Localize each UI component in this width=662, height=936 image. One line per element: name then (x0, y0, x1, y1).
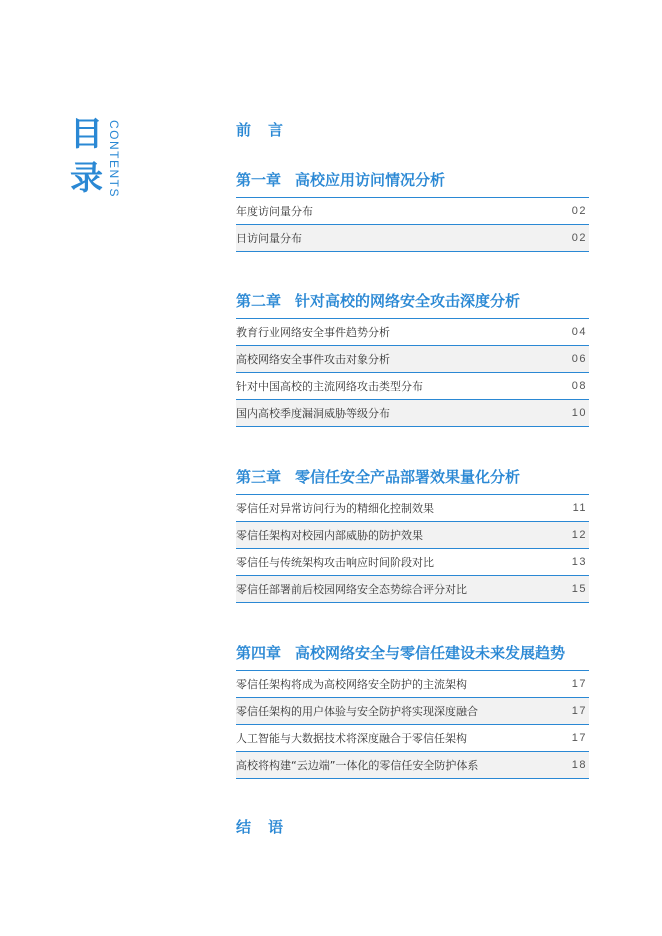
entry-label: 高校网络安全事件攻击对象分析 (236, 353, 390, 366)
toc-entry[interactable] (236, 198, 589, 225)
entry-label: 年度访问量分布 (236, 205, 313, 218)
entry-label: 高校将构建“云边端”一体化的零信任安全防护体系 (236, 759, 479, 772)
chapter-3 (236, 466, 589, 603)
chapter-title[interactable] (236, 642, 589, 664)
toc-entry[interactable] (236, 522, 589, 549)
chapter-2 (236, 290, 589, 427)
entry-page: 17 (571, 678, 587, 690)
chapter-number: 第三章 (236, 468, 282, 486)
entry-label: 零信任架构的用户体验与安全防护将实现深度融合 (236, 705, 478, 718)
entry-page: 12 (571, 529, 587, 541)
contents-subtitle: CONTENTS (107, 120, 121, 198)
chapter-name: 高校网络安全与零信任建设未来发展趋势 (295, 644, 566, 662)
chapter-number: 第二章 (236, 292, 282, 310)
toc-entry[interactable] (236, 549, 589, 576)
chapter-title[interactable] (236, 466, 589, 488)
title-char-mu: 目 (70, 114, 103, 153)
entry-page: 04 (571, 326, 587, 338)
chapter-name: 零信任安全产品部署效果量化分析 (295, 468, 521, 486)
toc-entry[interactable] (236, 725, 589, 752)
chapter-4 (236, 642, 589, 779)
entry-label: 零信任部署前后校园网络安全态势综合评分对比 (236, 583, 467, 596)
toc-entry[interactable] (236, 495, 589, 522)
entry-list (236, 494, 589, 603)
chapter-number: 第四章 (236, 644, 282, 662)
toc-entry[interactable] (236, 576, 589, 603)
toc-entry[interactable] (236, 400, 589, 427)
toc-entry[interactable] (236, 225, 589, 252)
entry-page: 02 (571, 205, 587, 217)
title-char-lu: 录 (70, 158, 103, 197)
entry-list (236, 197, 589, 252)
entry-page: 11 (572, 502, 587, 514)
entry-label: 人工智能与大数据技术将深度融合于零信任架构 (236, 732, 467, 745)
entry-label: 零信任与传统架构攻击响应时间阶段对比 (236, 556, 434, 569)
chapter-title[interactable] (236, 290, 589, 312)
entry-page: 08 (571, 380, 587, 392)
chapter-name: 针对高校的网络安全攻击深度分析 (295, 292, 521, 310)
entry-list (236, 318, 589, 427)
entry-list (236, 670, 589, 779)
entry-page: 17 (571, 705, 587, 717)
toc-entry[interactable] (236, 373, 589, 400)
toc-entry[interactable] (236, 752, 589, 779)
toc-title (70, 116, 130, 206)
entry-label: 针对中国高校的主流网络攻击类型分布 (236, 380, 423, 393)
chapter-number: 第一章 (236, 171, 282, 189)
entry-label: 零信任对异常访问行为的精细化控制效果 (236, 502, 434, 515)
toc-entry[interactable] (236, 671, 589, 698)
entry-label: 日访问量分布 (236, 232, 302, 245)
entry-page: 06 (571, 353, 587, 365)
entry-page: 15 (571, 583, 587, 595)
entry-page: 02 (571, 232, 587, 244)
entry-page: 18 (571, 759, 587, 771)
entry-label: 零信任架构对校园内部威胁的防护效果 (236, 529, 423, 542)
entry-label: 教育行业网络安全事件趋势分析 (236, 326, 390, 339)
chapter-title[interactable] (236, 169, 589, 191)
entry-page: 10 (571, 407, 587, 419)
chapter-name: 高校应用访问情况分析 (295, 171, 446, 189)
toc-entry[interactable] (236, 698, 589, 725)
conclusion-heading[interactable]: 结 语 (236, 818, 285, 836)
entry-page: 13 (571, 556, 587, 568)
entry-page: 17 (571, 732, 587, 744)
toc-entry[interactable] (236, 319, 589, 346)
preface-heading[interactable]: 前 言 (236, 121, 285, 139)
toc-entry[interactable] (236, 346, 589, 373)
entry-label: 零信任架构将成为高校网络安全防护的主流架构 (236, 678, 467, 691)
entry-label: 国内高校季度漏洞威胁等级分布 (236, 407, 390, 420)
chapter-1 (236, 169, 589, 252)
